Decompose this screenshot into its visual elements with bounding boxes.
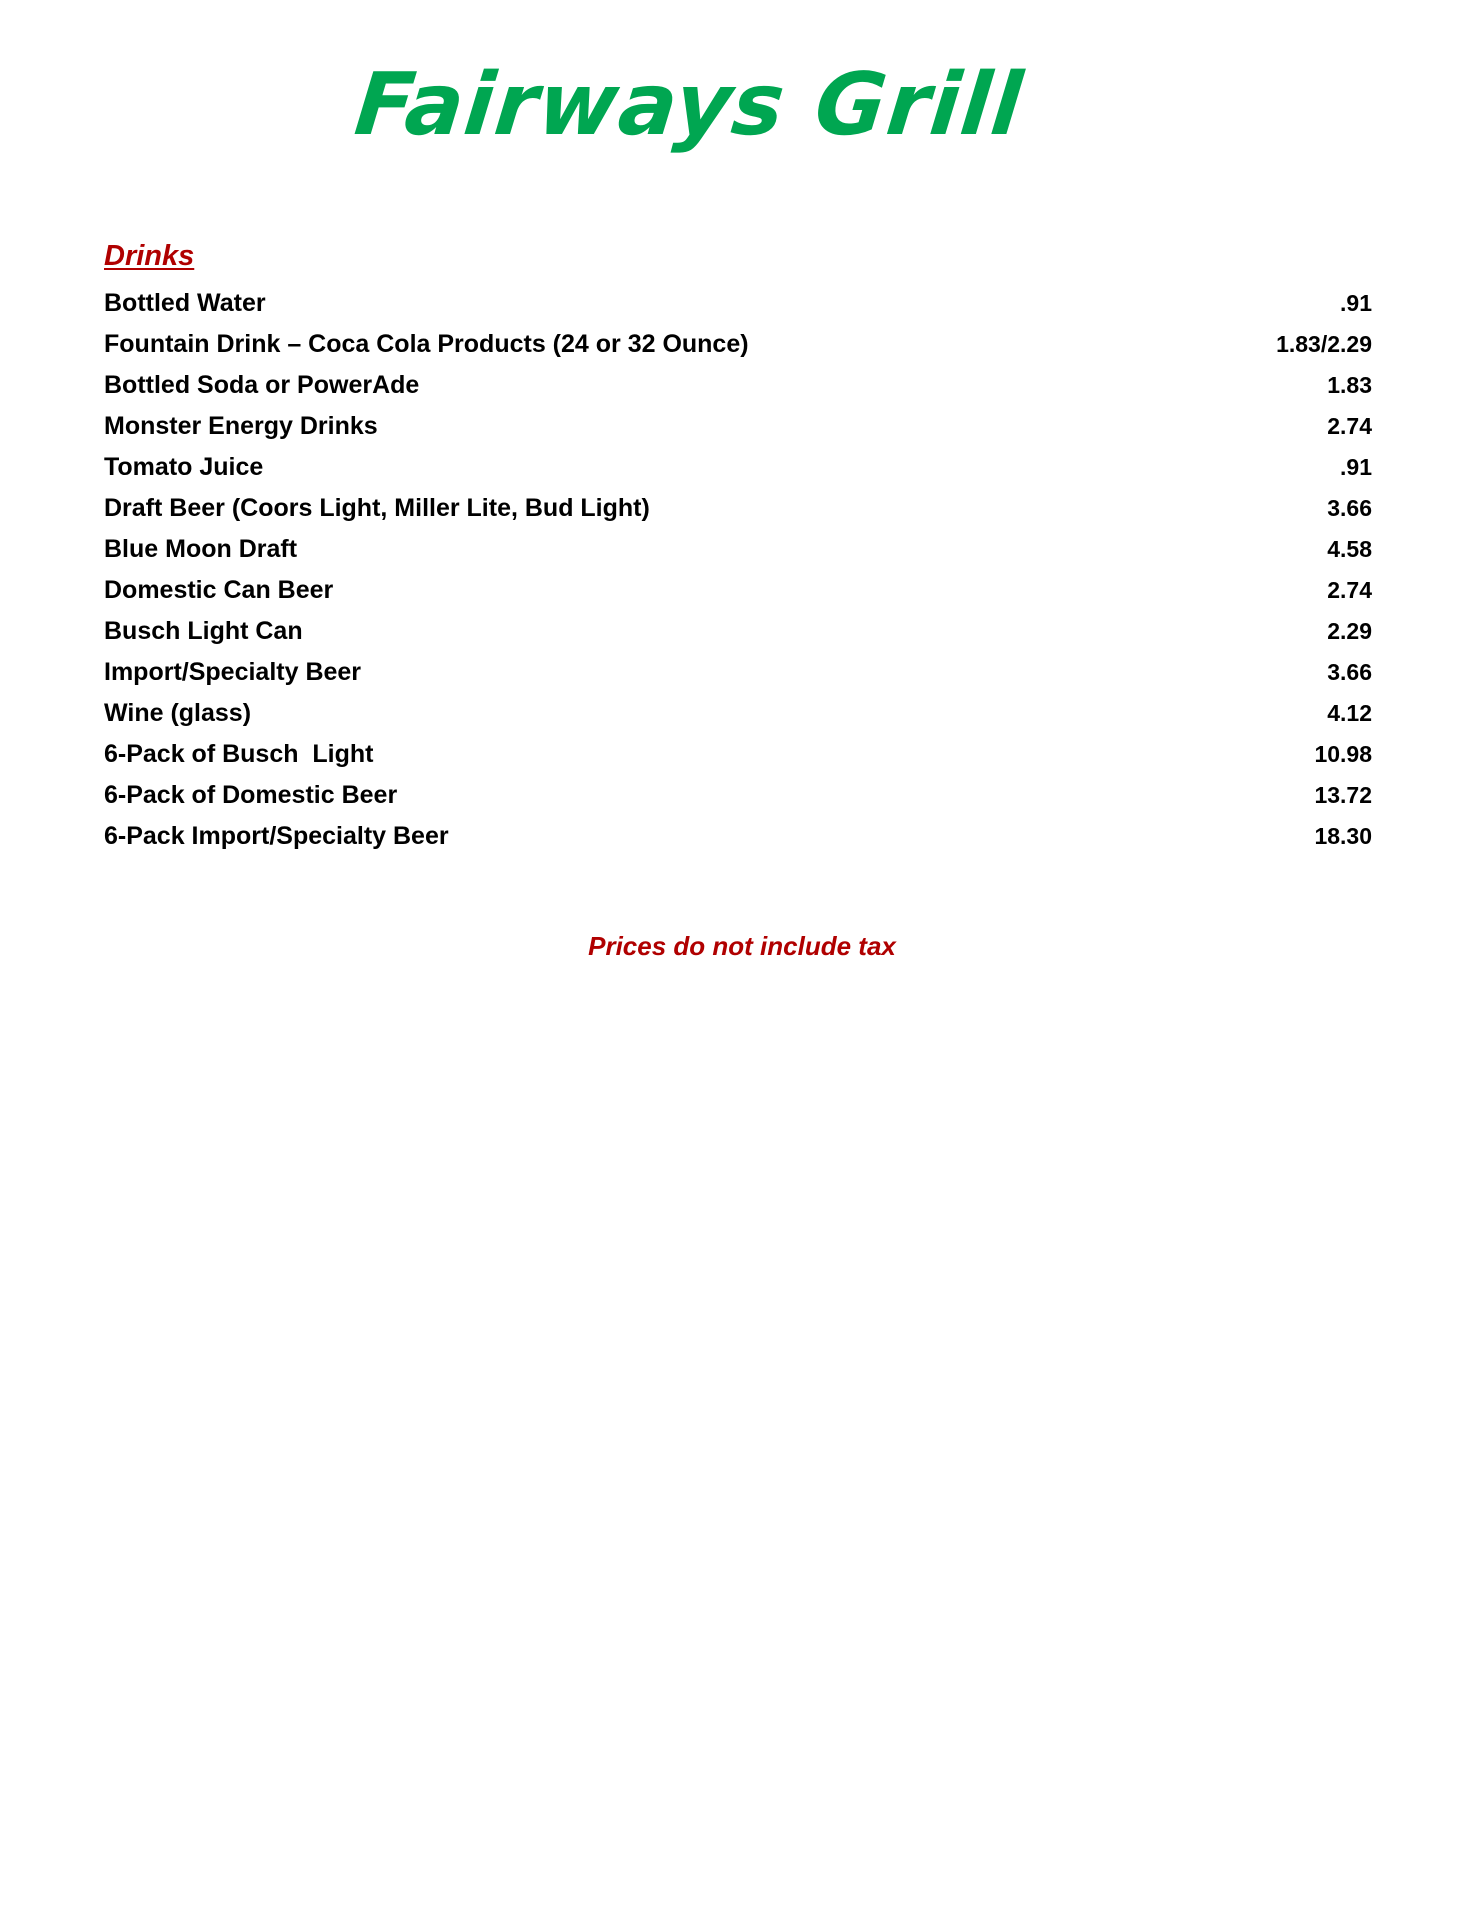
- tax-note: Prices do not include tax: [588, 931, 896, 961]
- item-price: 1.83: [1327, 372, 1372, 398]
- item-price: 3.66: [1327, 659, 1372, 685]
- item-name: Blue Moon Draft: [104, 535, 298, 563]
- item-price: 4.58: [1327, 536, 1372, 562]
- item-price: 2.74: [1327, 577, 1372, 603]
- menu-item: [104, 488, 1372, 529]
- menu-item: [104, 611, 1372, 652]
- menu-item: [104, 816, 1372, 857]
- item-price: 18.30: [1314, 823, 1372, 849]
- restaurant-title: Fairways Grill: [350, 55, 1028, 155]
- menu-item: [104, 283, 1372, 324]
- item-price: 4.12: [1327, 700, 1372, 726]
- item-name: Wine (glass): [104, 699, 252, 727]
- item-name: 6-Pack of Busch Light: [104, 740, 374, 768]
- item-name: Domestic Can Beer: [104, 576, 334, 604]
- menu-item: [104, 693, 1372, 734]
- item-price: 2.74: [1327, 413, 1372, 439]
- item-name: Monster Energy Drinks: [104, 412, 378, 440]
- menu-item: [104, 529, 1372, 570]
- item-name: Import/Specialty Beer: [104, 658, 362, 686]
- menu-item: [104, 324, 1372, 365]
- menu-item: [104, 652, 1372, 693]
- item-name: Tomato Juice: [104, 453, 264, 481]
- item-name: Busch Light Can: [104, 617, 303, 645]
- item-name: Fountain Drink – Coca Cola Products (24 or 32 Ounce): [104, 330, 749, 358]
- menu-item: [104, 775, 1372, 816]
- item-name: 6-Pack Import/Specialty Beer: [104, 822, 449, 850]
- item-price: .91: [1340, 290, 1372, 316]
- item-price: 13.72: [1314, 782, 1372, 808]
- item-price: 2.29: [1327, 618, 1372, 644]
- menu-item: [104, 406, 1372, 447]
- item-name: Bottled Soda or PowerAde: [104, 371, 420, 399]
- item-name: 6-Pack of Domestic Beer: [104, 781, 398, 809]
- item-name: Draft Beer (Coors Light, Miller Lite, Bud Light): [104, 494, 650, 522]
- item-price: .91: [1340, 454, 1372, 480]
- item-price: 3.66: [1327, 495, 1372, 521]
- menu-item: [104, 365, 1372, 406]
- section-heading-drinks: Drinks: [104, 240, 195, 272]
- menu-item: [104, 447, 1372, 488]
- drinks-list: [104, 283, 1372, 857]
- menu-item: [104, 734, 1372, 775]
- item-price: 10.98: [1314, 741, 1372, 767]
- item-name: Bottled Water: [104, 289, 266, 317]
- item-price: 1.83/2.29: [1276, 331, 1372, 357]
- menu-item: [104, 570, 1372, 611]
